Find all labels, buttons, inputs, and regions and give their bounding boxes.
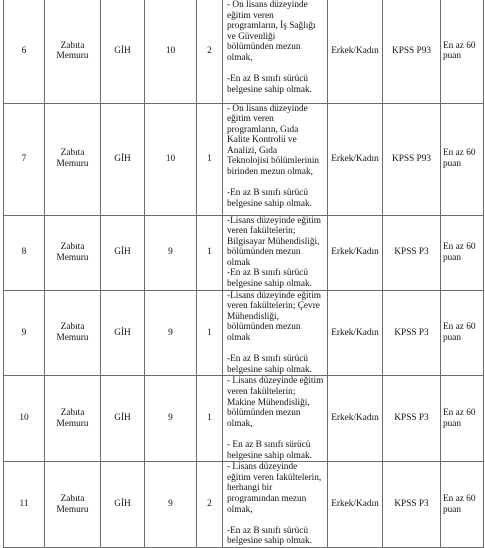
grade-cell <box>145 215 197 290</box>
table-row <box>4 103 484 215</box>
table-row <box>4 376 484 462</box>
row-number: 9 <box>21 327 27 338</box>
class-cell <box>101 0 145 103</box>
class-value: GİH <box>114 247 131 258</box>
qualification-gap <box>227 429 324 440</box>
score-line: En az 60 <box>443 40 476 51</box>
kpss-cell <box>383 103 441 215</box>
grade-cell <box>145 103 197 215</box>
qualification-cell <box>223 215 328 290</box>
score-cell <box>441 215 484 290</box>
qualification-line: belgesine sahip olmak. <box>227 198 312 209</box>
qualification-line: - En az B sınıfı sürücü <box>227 439 311 450</box>
title-cell <box>45 376 101 462</box>
class-cell <box>101 290 145 376</box>
qualification-line: -Lisans düzeyinde eğitim <box>227 215 321 226</box>
title-line: Memuru <box>56 51 89 62</box>
qualification-line: Teknolojisi bölümlerinin <box>227 156 320 167</box>
grade-cell <box>145 0 197 103</box>
row-number: 8 <box>21 247 27 258</box>
qualification-line: - Ön lisans düzeyinde <box>227 0 308 10</box>
qualification-line: Analizi, Gıda <box>227 145 278 156</box>
qualification-cell <box>223 376 328 462</box>
qualification-line: bölümünden mezun <box>227 247 301 258</box>
count-cell <box>197 290 223 376</box>
class-cell <box>101 376 145 462</box>
title-line: Memuru <box>56 252 89 263</box>
qualification-line: veren fakültelerin; <box>227 387 296 397</box>
qualification-line: programların, İş Sağlığı <box>227 21 316 32</box>
table-row <box>4 290 484 376</box>
count-cell <box>197 0 223 103</box>
qualification-line: bölümünden mezun <box>227 322 301 333</box>
grade-value: 10 <box>165 45 176 56</box>
gender-value: Erkek/Kadın <box>331 327 379 338</box>
grade-value: 9 <box>168 327 173 338</box>
qualification-line: eğitim veren <box>227 114 274 125</box>
kpss-value: KPSS P3 <box>394 327 429 338</box>
row-number: 11 <box>19 499 29 510</box>
qualification-line: -Lisans düzeyinde eğitim <box>227 290 321 301</box>
grade-value: 9 <box>168 499 173 510</box>
kpss-value: KPSS P3 <box>394 247 429 258</box>
count-cell <box>197 215 223 290</box>
score-line: En az 60 <box>443 322 476 333</box>
qualification-line: birinden mezun olmak, <box>227 167 313 178</box>
qualification-line: Kalite Kontrolü ve <box>227 135 297 146</box>
score-line: puan <box>443 159 462 169</box>
qualification-line: -En az B sınıfı sürücü <box>227 354 309 365</box>
qualification-line: bölümünden mezun <box>227 408 301 419</box>
grade-value: 9 <box>168 413 173 424</box>
qualification-cell <box>223 290 328 376</box>
qualification-gap <box>227 515 324 526</box>
qualification-line: olmak, <box>227 418 253 429</box>
score-line: En az 60 <box>443 408 476 419</box>
title-line: Memuru <box>56 504 89 515</box>
qualification-line: -En az B sınıfı sürücü <box>227 74 309 85</box>
kpss-value: KPSS P93 <box>391 153 432 164</box>
gender-value: Erkek/Kadın <box>331 413 379 424</box>
class-value: GİH <box>114 45 131 56</box>
kpss-cell <box>383 0 441 103</box>
score-cell <box>441 0 484 103</box>
table-row <box>4 0 484 103</box>
score-line: puan <box>443 333 462 344</box>
grade-value: 9 <box>168 247 173 258</box>
score-line: puan <box>443 504 462 515</box>
qualification-line: belgesine sahip olmak. <box>227 84 312 95</box>
class-value: GİH <box>114 499 131 510</box>
count-value: 2 <box>207 499 212 510</box>
qualification-line: olmak, <box>227 504 253 515</box>
qualification-line: belgesine sahip olmak. <box>227 450 312 461</box>
score-line: puan <box>443 252 462 263</box>
qualification-line: olmak, <box>227 52 253 63</box>
title-line: Memuru <box>56 159 89 169</box>
class-value: GİH <box>114 413 131 424</box>
gender-value: Erkek/Kadın <box>331 499 379 510</box>
title-line: Zabıta <box>60 40 85 51</box>
score-line: puan <box>443 418 462 429</box>
qualification-line: -En az B sınıfı sürücü <box>227 268 309 279</box>
score-cell <box>441 103 484 215</box>
qualification-line: bölümünden mezun <box>227 42 301 53</box>
gender-cell <box>328 376 383 462</box>
grade-cell <box>145 290 197 376</box>
score-cell <box>441 376 484 462</box>
gender-value: Erkek/Kadın <box>331 45 379 56</box>
qualification-line: programların, Gıda <box>227 124 299 135</box>
count-value: 1 <box>207 247 212 258</box>
score-line: En az 60 <box>443 493 476 504</box>
qualification-line: olmak <box>227 333 251 344</box>
kpss-value: KPSS P3 <box>394 413 429 424</box>
row-number: 10 <box>19 413 29 424</box>
title-cell <box>45 0 101 103</box>
qualification-line: ve Güvenliği <box>227 31 276 42</box>
qualification-line: -En az B sınıfı sürücü <box>227 188 309 199</box>
position-table-grid <box>3 0 484 548</box>
kpss-cell <box>383 290 441 376</box>
class-cell <box>101 103 145 215</box>
kpss-value: KPSS P3 <box>394 499 429 510</box>
score-line: En az 60 <box>443 148 476 159</box>
score-line: puan <box>443 51 462 62</box>
count-cell <box>197 376 223 462</box>
qualification-line: belgesine sahip olmak. <box>227 364 312 375</box>
qualification-gap <box>227 64 324 75</box>
score-cell <box>441 290 484 376</box>
qualification-line: - Ön lisans düzeyinde <box>227 103 308 114</box>
qualification-line: herhangi bir <box>227 483 273 494</box>
grade-cell <box>145 376 197 462</box>
table-row <box>4 215 484 290</box>
qualification-line: Makine Mühendisliği, <box>227 397 310 408</box>
score-line: En az 60 <box>443 241 476 252</box>
qualification-line: programından mezun <box>227 493 307 504</box>
qualification-line: eğitim veren <box>227 10 274 21</box>
gender-value: Erkek/Kadın <box>331 153 379 164</box>
qualification-line: veren fakültelerin; Çevre <box>227 301 320 312</box>
row-number-cell <box>4 290 45 376</box>
gender-cell <box>328 290 383 376</box>
class-value: GİH <box>114 153 131 164</box>
title-line: Zabıta <box>60 322 85 333</box>
qualification-line: belgesine sahip olmak. <box>227 279 312 290</box>
title-line: Memuru <box>56 418 89 429</box>
class-cell <box>101 215 145 290</box>
row-number-cell <box>4 0 45 103</box>
row-number-cell <box>4 215 45 290</box>
qualification-line: - Lisans düzeyinde <box>227 462 298 473</box>
qualification-line: Bilgisayar Mühendisliği, <box>227 236 320 247</box>
qualification-line: Mühendisliği, <box>227 311 279 322</box>
row-number-cell <box>4 376 45 462</box>
qualification-gap <box>227 178 324 189</box>
qualification-cell <box>223 103 328 215</box>
kpss-cell <box>383 215 441 290</box>
qualification-line: -En az B sınıfı sürücü <box>227 525 309 536</box>
qualification-gap <box>227 344 324 355</box>
title-line: Zabıta <box>60 148 85 159</box>
title-cell <box>45 215 101 290</box>
title-line: Zabıta <box>60 408 85 419</box>
qualification-line: - Lisans düzeyinde eğitim <box>227 376 324 387</box>
qualification-cell <box>223 0 328 103</box>
count-value: 1 <box>207 327 212 338</box>
title-cell <box>45 290 101 376</box>
title-cell <box>45 103 101 215</box>
count-value: 2 <box>207 45 212 56</box>
qualification-line: olmak <box>227 257 251 268</box>
row-number: 7 <box>21 153 27 164</box>
gender-cell <box>328 103 383 215</box>
count-cell <box>197 103 223 215</box>
kpss-cell <box>383 376 441 462</box>
gender-cell <box>328 0 383 103</box>
grade-value: 10 <box>165 153 176 164</box>
table-body <box>4 0 484 547</box>
count-value: 1 <box>207 153 212 164</box>
qualification-line: eğitim veren fakültelerin, <box>227 472 322 483</box>
title-line: Zabıta <box>60 493 85 504</box>
row-number: 6 <box>21 45 27 56</box>
qualification-line: veren fakültelerin; <box>227 226 296 237</box>
gender-cell <box>328 215 383 290</box>
gender-value: Erkek/Kadın <box>331 247 379 258</box>
class-value: GİH <box>114 327 131 338</box>
kpss-value: KPSS P93 <box>391 45 432 56</box>
count-value: 1 <box>207 413 212 424</box>
title-line: Memuru <box>56 333 89 344</box>
row-number-cell <box>4 103 45 215</box>
title-line: Zabıta <box>60 241 85 252</box>
qualification-line: belgesine sahip olmak. <box>227 536 312 547</box>
